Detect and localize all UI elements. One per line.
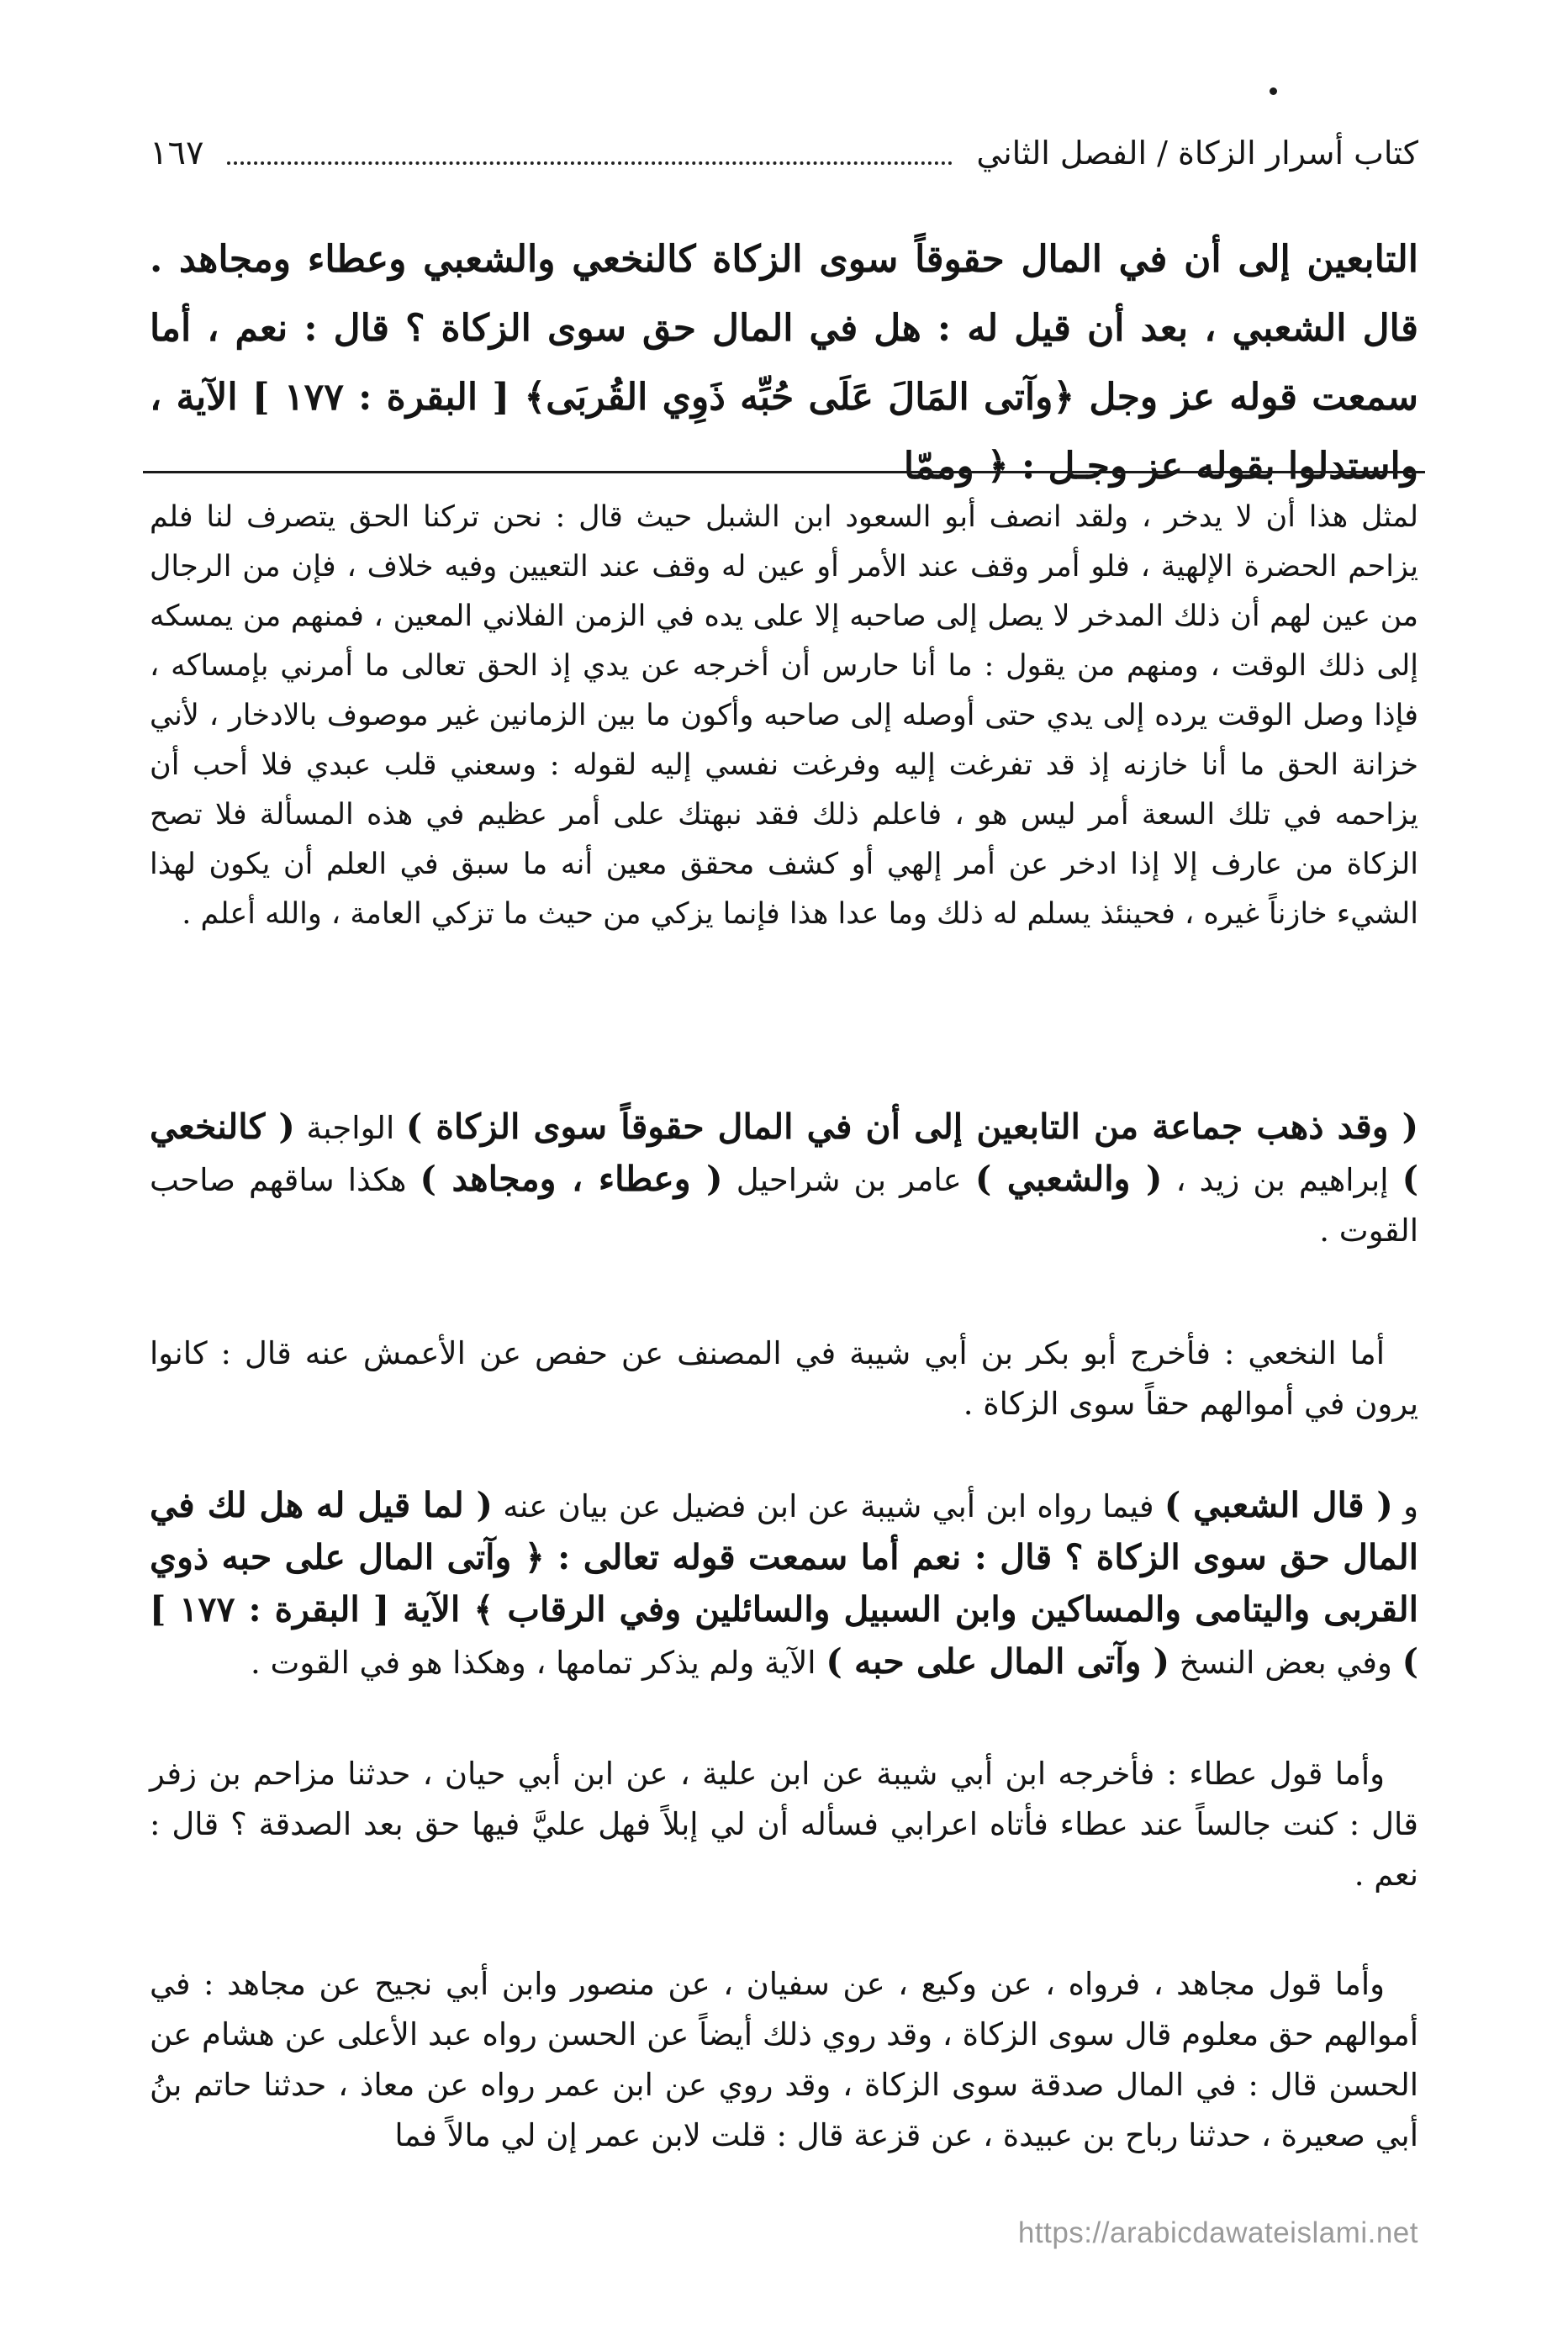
commentary-quote: ( كالنخعي ) (150, 1107, 1418, 1199)
commentary-quote: ( وآتى المال على حبه ) (826, 1641, 1170, 1682)
main-text-part2: [ البقرة : ١٧٧ ] الآية ، واستدلوا بقوله عز وجـل : ﴿ وممّا (150, 376, 1418, 488)
ink-dot (1270, 87, 1277, 95)
watermark-url: https://arabicdawateislami.net (1017, 2216, 1418, 2249)
commentary-text: و (1392, 1488, 1418, 1524)
commentary-quote: ( وعطاء ، ومجاهد ) (420, 1159, 723, 1199)
commentary-paragraph-3 (150, 1480, 1418, 1688)
commentary-paragraph-2 (150, 1329, 1418, 1429)
commentary-text: الواجبة (294, 1110, 406, 1146)
commentary-text: فيما رواه ابن أبي شيبة عن ابن فضيل عن بيان عنه (492, 1488, 1164, 1524)
commentary-paragraph-5 (150, 1959, 1418, 2161)
commentary-text: وفي بعض النسخ (1169, 1645, 1402, 1681)
footnote-block: لمثل هذا أن لا يدخر ، ولقد انصف أبو السعود ابن الشبل حيث قال : نحن تركنا الحق يتصرف لنا فلم يزاحم الحضرة الإلهية ، فلو أمر وقف عند الأمر أو عين له وقف عند التعيين وفيه خلاف ، فإن من الرجال من عين لهم أن ذلك المدخر لا يصل إلى صاحبه إلا على يده في الزمن الفلاني المعين ، فمنهم من يمسكه إلى ذلك الوقت ، ومنهم من يقول : ما أنا حارس أن أخرجه عن يدي إذ الحق تعالى ما أمرني بإمساكه ، فإذا وصل الوقت يرده إلى يدي حتى أوصله إلى صاحبه وأكون ما بين الزمانين غير موصوف بالادخار ، لأني خزانة الحق ما أنا خازنه إذ قد تفرغت إليه وفرغت نفسي إليه لقوله : وسعني قلب عبدي فلا أحب أن يزاحمه في تلك السعة أمر ليس هو ، فاعلم ذلك فقد نبهتك على أمر عظيم في هذه المسألة فلا تصح الزكاة من عارف إلا إذا ادخر عن أمر إلهي أو كشف محقق معين أنه ما سبق في العلم أن يكون لهذا الشيء خازناً غيره ، فحينئذ يسلم له ذلك وما عدا هذا فإنما يزكي من حيث ما تزكي العامة ، والله أعلم . (150, 500, 1418, 931)
main-text-block (150, 225, 1418, 501)
footnote-separator (143, 471, 1425, 473)
commentary-text: وأما قول مجاهد ، فرواه ، عن وكيع ، عن سفيان ، عن منصور وابن أبي نجيح عن مجاهد : في أموالهم حق معلوم قال سوى الزكاة ، وقد روي ذلك أيضاً عن الحسن رواه عبد الأعلى عن هشام عن الحسن قال : في المال صدقة سوى الزكاة ، وقد روي عن ابن عمر رواه عن معاذ ، حدثنا حاتم بنُ أبي صعيرة ، حدثنا رباح بن عبيدة ، عن قزعة قال : قلت لابن عمر إن لي مالاً فما (150, 1966, 1418, 2153)
page-number: ١٦٧ (150, 134, 204, 172)
commentary-paragraph-1 (150, 1101, 1418, 1256)
header-title: كتاب أسرار الزكاة / الفصل الثاني (976, 135, 1418, 172)
commentary-paragraph-4 (150, 1749, 1418, 1900)
commentary-text: الآية ولم يذكر تمامها ، وهكذا هو في القوت . (251, 1645, 826, 1681)
commentary-quote: ( وقد ذهب جماعة من التابعين إلى أن في المال حقوقاً سوى الزكاة ) (405, 1107, 1419, 1147)
quran-verse: ﴿وآتى المَالَ عَلَى حُبِّه ذَوِي القُربَى﴾ (524, 376, 1075, 419)
dotted-leader (227, 161, 953, 165)
main-text-part1: التابعين إلى أن في المال حقوقاً سوى الزكاة كالنخعي والشعبي وعطاء ومجاهد . قال الشعبي ، بعد أن قيل له : هل في المال حق سوى الزكاة ؟ قال : نعم ، أما سمعت قوله عز وجل (150, 238, 1418, 419)
running-header (150, 126, 1418, 180)
commentary-quote: ( قال الشعبي ) (1164, 1485, 1393, 1525)
commentary-quote: ( والشعبي ) (974, 1159, 1163, 1199)
commentary-text: وأما قول عطاء : فأخرجه ابن أبي شيبة عن ابن علية ، عن ابن أبي حيان ، حدثنا مزاحم بن زفر قال : كنت جالساً عند عطاء فأتاه اعرابي فسأله أن لي إبلاً فهل عليَّ فيها حق بعد الصدقة ؟ قال : نعم . (150, 1756, 1418, 1893)
commentary-text: أما النخعي : فأخرج أبو بكر بن أبي شيبة في المصنف عن حفص عن الأعمش عنه قال : كانوا يرون في أموالهم حقاً سوى الزكاة . (150, 1335, 1418, 1422)
commentary-text: عامر بن شراحيل (722, 1162, 975, 1198)
commentary-quote: ( لما قيل له هل لك في المال حق سوى الزكاة ؟ قال : نعم أما سمعت قوله تعالى : ﴿ وآتى المال على حبه ذوي القربى واليتامى والمساكين وابن السبيل والسائلين وفي الرقاب ﴾ الآية [ البقرة : ١٧٧ ] ) (150, 1485, 1418, 1682)
commentary-text: هكذا ساقهم صاحب القوت . (150, 1162, 1418, 1249)
commentary-text: إبراهيم بن زيد ، (1162, 1162, 1402, 1198)
